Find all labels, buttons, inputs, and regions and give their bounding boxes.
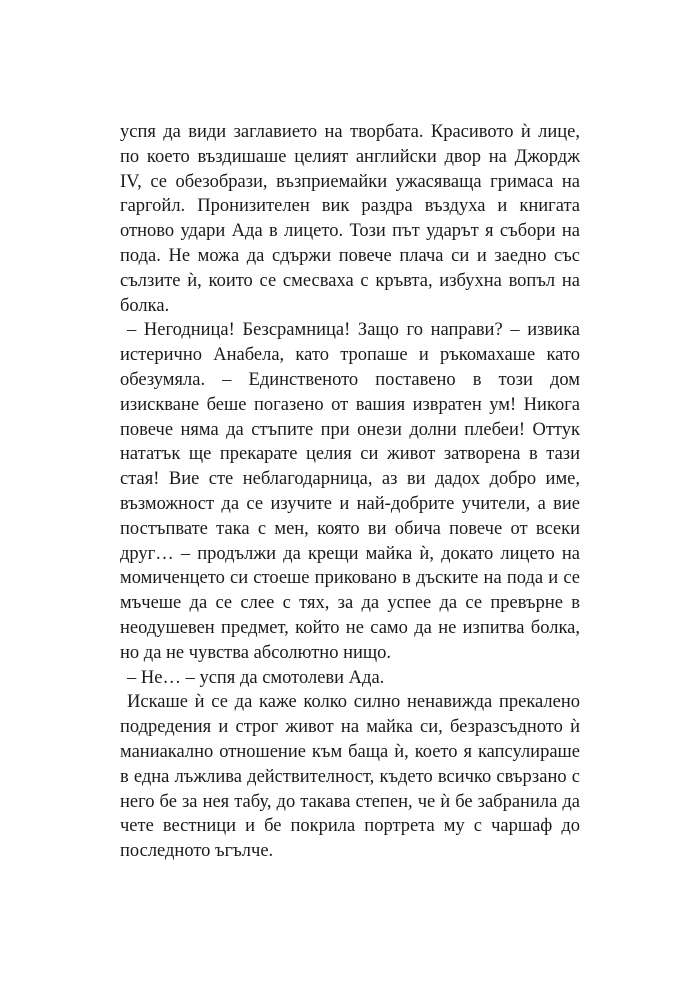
body-text (120, 120, 580, 864)
paragraph: – Негодница! Безсрамница! Защо го направи? – извика истерично Анабела, като тропаше и ръкомахаше като обезумяла. – Единственото поставено в този дом изискване беше погазено от вашия извратен ум! Никога повече няма да стъпите при онези долни плебеи! Оттук нататък ще прекарате целия си живот затворена в тази стая! Вие сте неблагодарница, аз ви дадох добро име, възможност да се изучите и най-добрите учители, а вие постъпвате така с мен, която ви обича повече от всеки друг… – продължи да крещи майка ѝ, докато лицето на момиченцето си стоеше приковано в дъските на пода и се мъчеше да се слее с тях, за да успее да се превърне в неодушевен предмет, който не само да не изпитва болка, но да не чувства абсолютно нищо. (120, 320, 580, 663)
paragraph: – Не… – успя да смотолеви Ада. (127, 667, 385, 688)
paragraph: успя да види заглавието на творбата. Красивото ѝ лице, по което въздишаше целият английски двор на Джордж IV, се обезобрази, възприемайки ужасяваща гримаса на гаргойл. Пронизителен вик раздра въздуха и книгата отново удари Ада в лицето. Този път ударът я събори на пода. Не можа да сдържи повече плача си и заедно със сълзите ѝ, които се смесваха с кръвта, избухна вопъл на болка. (120, 122, 580, 316)
paragraph: Искаше ѝ се да каже колко силно ненавижда прекалено подредения и строг живот на майка си, безразсъдното ѝ маниакално отношение към баща ѝ, което я капсулираше в една лъжлива действителност, където всичко свързано с него бе за нея табу, до такава степен, че ѝ бе забранила да чете вестници и бе покрила портрета му с чаршаф до последното ъгълче. (120, 692, 580, 862)
